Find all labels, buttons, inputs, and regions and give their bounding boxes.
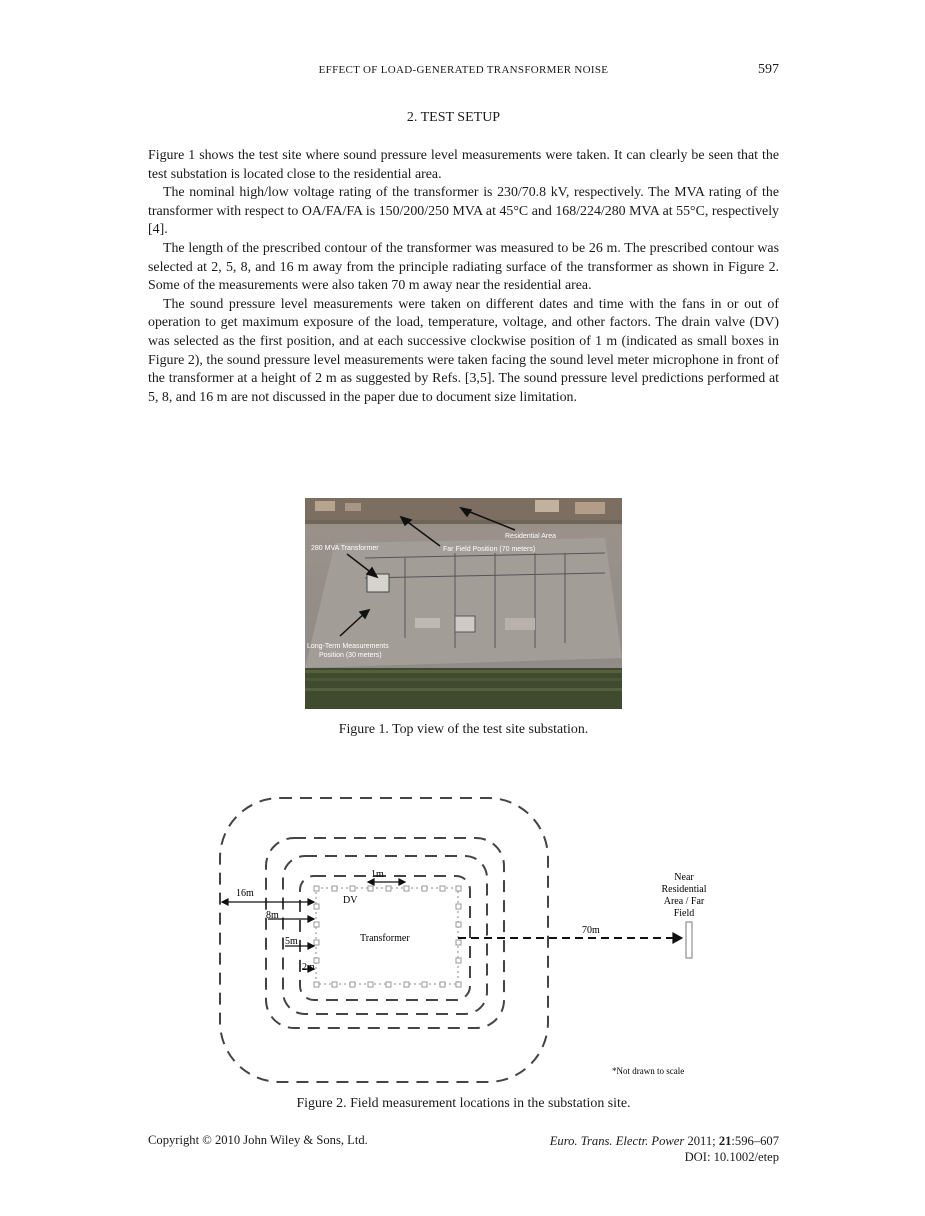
journal-year: 2011; (687, 1134, 716, 1148)
substation-aerial-photo (305, 498, 622, 709)
journal-pages: :596–607 (731, 1134, 779, 1148)
paragraph: The nominal high/low voltage rating of the transformer is 230/70.8 kV, respectively. The MVA rating of the transformer with respect to OA/FA/FA is 150/200/250 MVA at 45°C and 168/224/280 MVA at 55°C, respectively [4]. (148, 185, 779, 238)
label-far-field: Far Field Position (70 meters) (443, 546, 536, 553)
label-8m: 8m (266, 910, 279, 921)
footer-copyright: Copyright © 2010 John Wiley & Sons, Ltd. (148, 1133, 368, 1147)
figure-2-diagram (208, 790, 728, 1090)
figure-2-caption: Figure 2. Field measurement locations in the substation site. (296, 1096, 631, 1111)
far-field-meter-icon (686, 922, 692, 958)
figure-1-caption: Figure 1. Top view of the test site substation. (338, 722, 589, 737)
label-near-2: Residential (661, 884, 707, 895)
label-near-3: Area / Far (663, 896, 705, 907)
journal-name: Euro. Trans. Electr. Power (549, 1134, 685, 1148)
label-residential-area: Residential Area (505, 533, 556, 540)
running-title: EFFECT OF LOAD-GENERATED TRANSFORMER NOISE (318, 64, 609, 76)
page-header (148, 62, 779, 80)
figure-1-photo (305, 498, 622, 709)
body-text (148, 147, 779, 407)
not-to-scale-note: *Not drawn to scale (612, 1066, 685, 1076)
label-long-term-1: Long-Term Measurements (307, 643, 389, 650)
journal-volume: 21 (718, 1134, 732, 1148)
label-dv: DV (343, 895, 358, 906)
section-title: 2. TEST SETUP (406, 110, 501, 125)
footer-citation (550, 1133, 779, 1165)
label-70m: 70m (582, 925, 600, 936)
page-number: 597 (758, 62, 779, 77)
paragraph: The length of the prescribed contour of the transformer was measured to be 26 m. The prescribed contour was selected at 2, 5, 8, and 16 m away from the principle radiating surface of the transformer as shown in Figure 2. Some of the measurements were also taken 70 m away near the residential area. (148, 240, 779, 294)
label-2m: 2m (302, 962, 315, 973)
paragraph: Figure 1 shows the test site where sound pressure level measurements were taken. It can clearly be seen that the test substation is located close to the residential area. (148, 148, 779, 182)
label-long-term-2: Position (30 meters) (319, 652, 382, 659)
label-5m: 5m (285, 936, 298, 947)
label-near-1: Near (674, 872, 694, 883)
label-16m: 16m (236, 888, 254, 899)
doi: DOI: 10.1002/etep (684, 1150, 779, 1164)
paragraph: The sound pressure level measurements were taken on different dates and time with the fans in or out of operation to get maximum exposure of the load, temperature, voltage, and other factors. The drain valve (DV) was selected as the first position, and at each successive clockwise position of 1 m (indicated as small boxes in Figure 2), the sound pressure level measurements were taken facing the sound level meter microphone in front of the transformer at a height of 2 m as suggested by Refs. [3,5]. The sound pressure level predictions performed at 5, 8, and 16 m are not discussed in the paper due to document size limitation. (148, 296, 779, 405)
label-near-4: Field (673, 908, 695, 919)
label-transformer: Transformer (360, 933, 410, 944)
label-transformer: 280 MVA Transformer (311, 545, 379, 552)
label-1m: 1m (371, 869, 384, 880)
